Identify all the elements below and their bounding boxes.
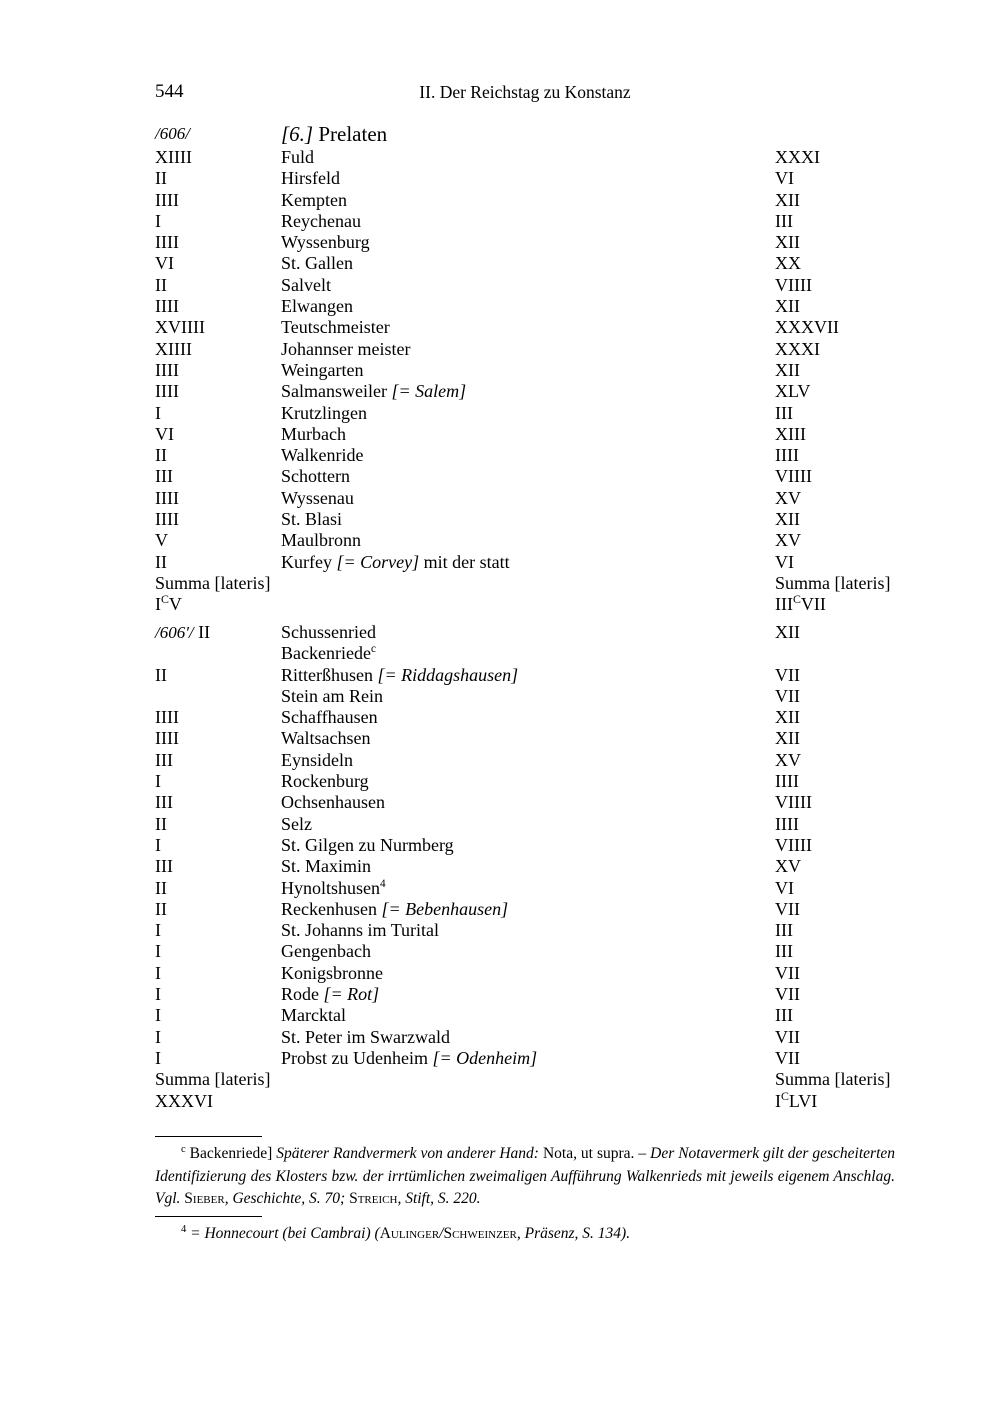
table-row	[155, 381, 895, 402]
folio-marker: /606/	[155, 124, 190, 143]
row-count: IIII	[155, 189, 179, 210]
row-count: XIIII	[155, 147, 192, 167]
prelates-table-section-one	[155, 122, 895, 616]
row-count: III	[155, 856, 173, 877]
row-value: XIII	[775, 423, 806, 444]
summa-value-right: $I^CLVI$	[775, 1088, 818, 1111]
row-name: Schottern	[281, 466, 350, 487]
footnote-c-text	[155, 1143, 895, 1211]
row-name: Reckenhusen [= Bebenhausen]	[281, 898, 509, 919]
table-row	[155, 317, 895, 338]
section-heading-row	[155, 122, 895, 147]
summa-value-left: $I^CV$	[155, 592, 182, 615]
table-row	[155, 296, 895, 317]
row-name: Maulbronn	[281, 530, 361, 551]
footnote-quote: Nota, ut supra.	[542, 1145, 635, 1162]
row-value: VII	[775, 898, 800, 919]
row-name: Reychenau	[281, 210, 361, 231]
row-name: Gengenbach	[281, 941, 371, 962]
row-name: Probst zu Udenheim [= Odenheim]	[281, 1047, 538, 1068]
hundreds-superscript: C	[792, 592, 801, 607]
table-row	[155, 403, 895, 424]
table-row	[155, 963, 895, 984]
row-value: XII	[775, 728, 800, 749]
prelates-table-section-two	[155, 622, 895, 1112]
row-name: Wyssenau	[281, 487, 354, 508]
row-value: VI	[775, 168, 794, 189]
summa-label: Summa [lateris]	[155, 1069, 271, 1090]
footnote-marker: c	[370, 643, 376, 656]
row-name: Kurfey [= Corvey] mit der statt	[281, 551, 510, 572]
row-value: XII	[775, 189, 800, 210]
row-value: VIIII	[775, 792, 812, 813]
row-count: I	[155, 920, 161, 941]
row-name: Walkenride	[281, 445, 364, 466]
table-row	[155, 466, 895, 487]
row-value	[775, 1088, 895, 1112]
row-count: VI	[155, 253, 174, 274]
row-count	[155, 1069, 275, 1090]
row-name: Schussenried	[281, 622, 376, 642]
row-value: IIII	[775, 771, 799, 792]
identification-gloss: [= Corvey]	[336, 551, 420, 572]
row-value: XII	[775, 296, 800, 317]
row-count: VI	[155, 423, 174, 444]
table-row	[155, 707, 895, 728]
table-row	[155, 488, 895, 509]
row-value: XII	[775, 232, 800, 253]
row-name: Krutzlingen	[281, 402, 367, 423]
row-name: St. Gilgen zu Nurmberg	[281, 834, 454, 855]
footnote-body: – Der Notavermerk gilt der gescheiterten Identifizierung des Klosters bzw. der irrtümlichen zweimaligen Aufführung Walkenrieds mit jeweils eigenem Anschlag. Vgl.	[155, 1145, 896, 1207]
running-head-title: II. Der Reichstag zu Konstanz	[419, 82, 631, 102]
row-count: II	[155, 168, 167, 189]
row-count: I	[155, 1026, 161, 1047]
row-count	[155, 573, 275, 594]
table-row	[155, 445, 895, 466]
row-name: Ochsenhausen	[281, 792, 385, 813]
row-name: Backenriede$^c$	[281, 643, 376, 664]
row-name: Schaffhausen	[281, 707, 378, 728]
row-name: Elwangen	[281, 296, 353, 317]
row-value	[775, 594, 895, 615]
row-value: VII	[775, 962, 800, 983]
row-value: XLV	[775, 381, 811, 402]
summa-label-row	[155, 573, 895, 594]
row-value: XII	[775, 359, 800, 380]
row-value: XV	[775, 487, 801, 508]
row-value: XII	[775, 509, 800, 530]
footnote-c	[155, 1136, 895, 1211]
table-row	[155, 424, 895, 445]
row-name: Murbach	[281, 423, 346, 444]
row-name: Rockenburg	[281, 771, 369, 792]
row-value: XII	[775, 622, 800, 642]
table-row	[155, 1048, 895, 1069]
row-value: VIIII	[775, 274, 812, 295]
row-count: I	[155, 771, 161, 792]
row-value: XXXI	[775, 147, 820, 167]
row-name: Hirsfeld	[281, 168, 340, 189]
row-name: Konigsbronne	[281, 962, 383, 983]
row-count: I	[155, 402, 161, 423]
row-value: XV	[775, 856, 801, 877]
table-row	[155, 856, 895, 877]
running-head	[155, 80, 895, 104]
table-row	[155, 984, 895, 1005]
row-count: III	[155, 792, 173, 813]
row-value: III	[775, 210, 793, 231]
summa-value-row	[155, 1088, 895, 1112]
row-value: III	[775, 941, 793, 962]
reference-author: Sieber	[184, 1190, 225, 1207]
table-row	[155, 552, 895, 573]
row-name: Fuld	[281, 147, 315, 167]
table-row	[155, 750, 895, 771]
table-row	[155, 728, 895, 749]
summa-label: Summa [lateris]	[775, 1069, 891, 1090]
row-count: V	[155, 530, 168, 551]
identification-gloss: [= Salem]	[391, 381, 467, 402]
summa-label-row	[155, 1069, 895, 1090]
row-count: II	[155, 877, 167, 898]
table-row	[155, 1027, 895, 1048]
table-row	[155, 1005, 895, 1026]
table-row	[155, 941, 895, 962]
row-count: IIII	[155, 707, 179, 728]
identification-gloss: [= Riddagshausen]	[377, 664, 519, 685]
row-count: IIII	[155, 487, 179, 508]
table-row	[155, 530, 895, 551]
row-count: IIII	[155, 359, 179, 380]
reference-work: , Präsenz, S. 134).	[516, 1225, 631, 1242]
row-value: VIIII	[775, 466, 812, 487]
row-count: IIII	[155, 728, 179, 749]
reference-work: , Stift, S. 220.	[397, 1190, 481, 1207]
row-value: XXXI	[775, 338, 820, 359]
table-row	[155, 665, 895, 686]
table-row	[155, 835, 895, 856]
table-row	[155, 190, 895, 211]
row-count: II	[155, 664, 167, 685]
table-row	[155, 771, 895, 792]
row-name: Kempten	[281, 189, 347, 210]
reference-separator: /	[439, 1225, 444, 1242]
row-count: IIII	[155, 296, 179, 317]
row-count: /606'/ II	[155, 622, 211, 642]
folio-marker: /606'/	[155, 623, 194, 642]
row-count: I	[155, 1047, 161, 1068]
table-row	[155, 814, 895, 835]
row-count: II	[155, 445, 167, 466]
table-row	[155, 686, 895, 707]
row-count: III	[155, 466, 173, 487]
row-name: Rode [= Rot]	[281, 984, 380, 1005]
row-count: IIII	[155, 509, 179, 530]
row-name: St. Gallen	[281, 253, 353, 274]
table-row	[155, 899, 895, 920]
row-name: St. Peter im Swarzwald	[281, 1026, 450, 1047]
row-name: Hynoltshusen$^4$	[281, 877, 386, 898]
table-row	[155, 509, 895, 530]
row-name: Johannser meister	[281, 338, 411, 359]
row-name: Ritterßhusen [= Riddagshausen]	[281, 664, 519, 685]
hundreds-superscript: C	[781, 1088, 789, 1103]
table-row	[155, 622, 895, 643]
row-name: St. Blasi	[281, 509, 343, 530]
row-name: Selz	[281, 813, 312, 834]
row-name: Weingarten	[281, 359, 364, 380]
row-name: St. Maximin	[281, 856, 372, 877]
row-value: VI	[775, 551, 794, 572]
row-name: Stein am Rein	[281, 685, 383, 706]
row-name: Salvelt	[281, 274, 331, 295]
section-number: [6.]	[281, 122, 314, 146]
row-count: XVIIII	[155, 317, 205, 338]
table-row	[155, 878, 895, 899]
reference-work: , Geschichte, S. 70;	[224, 1190, 346, 1207]
row-count: I	[155, 984, 161, 1005]
identification-gloss: [= Bebenhausen]	[381, 898, 509, 919]
row-count	[155, 1091, 275, 1112]
table-row	[155, 211, 895, 232]
page-number: 544	[155, 81, 184, 102]
row-count: I	[155, 834, 161, 855]
table-row	[155, 360, 895, 381]
reference-author: Aulinger	[379, 1225, 440, 1242]
footnote-rule	[155, 1136, 262, 1137]
footnote-marker: 4	[380, 877, 386, 890]
identification-gloss: [= Odenheim]	[432, 1047, 538, 1068]
reference-author: Streich	[349, 1190, 398, 1207]
row-count: XIIII	[155, 338, 192, 359]
row-value: IIII	[775, 813, 799, 834]
row-name: Eynsideln	[281, 749, 353, 770]
table-row	[155, 253, 895, 274]
row-value: XV	[775, 749, 801, 770]
row-value: XX	[775, 253, 801, 274]
row-value: XV	[775, 530, 801, 551]
footnote-marker: c	[181, 1143, 186, 1155]
row-value: VIIII	[775, 834, 812, 855]
row-name: Wyssenburg	[281, 232, 370, 253]
table-row	[155, 232, 895, 253]
reference-author: Schweinzer	[443, 1225, 517, 1242]
row-count: III	[155, 749, 173, 770]
row-value: VII	[775, 1026, 800, 1047]
footnote-4-text	[155, 1223, 895, 1246]
row-value: VII	[775, 685, 800, 706]
row-name: St. Johanns im Turital	[281, 920, 440, 941]
row-count: I	[155, 210, 161, 231]
table-row	[155, 168, 895, 189]
row-value: III	[775, 402, 793, 423]
row-value	[775, 1069, 895, 1090]
row-count: I	[155, 962, 161, 983]
row-count: IIII	[155, 381, 179, 402]
footnote-lemma: Backenriede]	[189, 1145, 273, 1162]
section-title: [6.] Prelaten	[281, 122, 388, 146]
table-row	[155, 920, 895, 941]
table-row	[155, 275, 895, 296]
summa-label: Summa [lateris]	[775, 572, 891, 593]
table-row	[155, 339, 895, 360]
footnote-marker: 4	[181, 1223, 187, 1235]
footnote-rule	[155, 1216, 262, 1217]
row-value: IIII	[775, 445, 799, 466]
row-name: Marcktal	[281, 1005, 346, 1026]
row-value: III	[775, 1005, 793, 1026]
footnote-intro: Späterer Randvermerk von anderer Hand:	[276, 1145, 539, 1162]
row-count: II	[155, 551, 167, 572]
summa-value-row	[155, 594, 895, 615]
table-row	[155, 147, 895, 168]
row-count: II	[155, 813, 167, 834]
row-value: XII	[775, 707, 800, 728]
row-count: I	[155, 941, 161, 962]
row-value: VII	[775, 664, 800, 685]
row-name: Waltsachsen	[281, 728, 371, 749]
summa-value-left: XXXVI	[155, 1090, 213, 1111]
row-count: II	[155, 274, 167, 295]
row-value: VI	[775, 877, 794, 898]
row-count	[155, 594, 275, 615]
row-value	[775, 573, 895, 594]
row-count: I	[155, 1005, 161, 1026]
identification-gloss: [= Rot]	[323, 984, 380, 1005]
footnote-4	[155, 1216, 895, 1246]
row-name: Salmansweiler [= Salem]	[281, 381, 467, 402]
table-row	[155, 792, 895, 813]
summa-value-right: $III^CVII$	[775, 592, 826, 615]
table-row	[155, 643, 895, 664]
row-name: Teutschmeister	[281, 317, 390, 338]
hundreds-superscript: C	[161, 592, 169, 607]
summa-label: Summa [lateris]	[155, 572, 271, 593]
row-value: VII	[775, 984, 800, 1005]
row-count: IIII	[155, 232, 179, 253]
footnote-body: = Honnecourt (bei Cambrai) (	[190, 1225, 380, 1242]
row-value: III	[775, 920, 793, 941]
row-value: XXXVII	[775, 317, 839, 338]
row-count: II	[155, 898, 167, 919]
row-value: VII	[775, 1047, 800, 1068]
